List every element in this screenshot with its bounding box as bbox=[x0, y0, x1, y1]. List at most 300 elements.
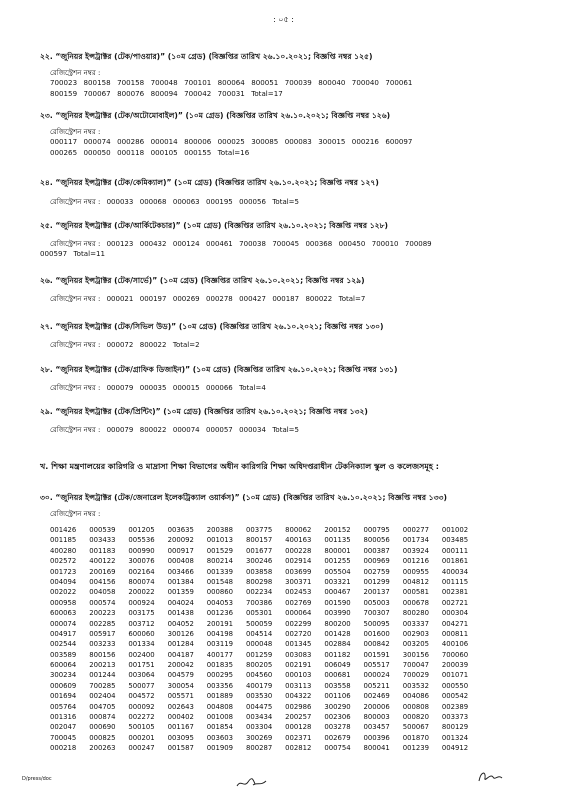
section-heading: ২২. “জুনিয়র ইন্সট্রাক্টর (টেক/পাওয়ার)” (১০ম গ্রেড) (বিজ্ঞপ্তির তারিখ ২৬.১০.২০২১; বিজ্ঞপ্তি নম্বর ১২৫) bbox=[40, 52, 373, 61]
reg-number-cell: 002164 bbox=[128, 567, 155, 576]
reg-number-cell: 800129 bbox=[441, 723, 469, 732]
reg-number-cell: 002884 bbox=[324, 640, 351, 649]
reg-number-cell: 004156 bbox=[89, 577, 116, 586]
reg-number-cell: 000811 bbox=[441, 629, 469, 638]
reg-number-cell: 004917 bbox=[50, 629, 77, 638]
reg-number-cell: 300076 bbox=[128, 557, 155, 566]
reg-number-cell: 002720 bbox=[285, 629, 312, 638]
reg-number-cell: 000402 bbox=[167, 713, 194, 722]
reg-number-cell: 004198 bbox=[206, 629, 234, 638]
reg-number-cell: 600060 bbox=[128, 629, 155, 638]
reg-number-cell: 000277 bbox=[402, 526, 429, 534]
reg-number-cell: 003433 bbox=[89, 536, 116, 545]
reg-number-cell: 500077 bbox=[128, 681, 155, 690]
reg-number-cell: 000955 bbox=[402, 567, 429, 576]
reg-number-cell: 001284 bbox=[167, 640, 194, 649]
reg-number-cell: 001216 bbox=[402, 557, 429, 566]
grid-row bbox=[50, 546, 520, 556]
section-heading: ২৬. “জুনিয়র ইন্সট্রাক্টর (টেক/সার্ভে)” (১০ম গ্রেড) (বিজ্ঞপ্তির তারিখ ২৬.১০.২০২১; বিজ্ঞপ্তি নম্বর ১২৯) bbox=[40, 276, 365, 285]
reg-number-cell: 001590 bbox=[324, 598, 351, 607]
reg-number-cell: 001071 bbox=[441, 671, 469, 680]
reg-number-cell: 800156 bbox=[89, 650, 116, 659]
reg-number-cell: 003589 bbox=[50, 650, 77, 659]
reg-number-cell: 300290 bbox=[324, 702, 351, 711]
reg-label: রেজিস্ট্রেশন নম্বর : bbox=[50, 426, 101, 434]
grid-row bbox=[50, 691, 520, 701]
grid-row bbox=[50, 567, 520, 577]
reg-number-cell: 004475 bbox=[245, 702, 273, 711]
grid-row bbox=[50, 535, 520, 545]
reg-number-cell: 001299 bbox=[363, 577, 390, 586]
reg-number-cell: 000609 bbox=[50, 681, 77, 690]
section-heading: ২৮. “জুনিয়র ইন্সট্রাক্টর (টেক/গ্রাফিক ডিজাইন)” (১০ম গ্রেড) (বিজ্ঞপ্তির তারিখ ২৬.১০.২০২১; বিজ্ঞপ্তি নম্বর ১৩১) bbox=[40, 365, 398, 374]
reg-number-cell: 000074 bbox=[50, 619, 77, 628]
reg-number-cell: 200039 bbox=[441, 661, 469, 670]
reg-number-cell: 003119 bbox=[206, 640, 234, 649]
reg-number-cell: 000874 bbox=[89, 713, 116, 722]
reg-number-cell: 300371 bbox=[285, 577, 312, 586]
reg-number-cell: 400177 bbox=[206, 650, 234, 659]
reg-number-cell: 001324 bbox=[441, 733, 469, 742]
reg-number-cell: 001587 bbox=[167, 744, 194, 753]
reg-number-cell: 001002 bbox=[441, 526, 469, 534]
reg-number-cell: 300126 bbox=[167, 629, 194, 638]
reg-number-cell: 000111 bbox=[441, 546, 469, 555]
section-heading: ২৯. “জুনিয়র ইন্সট্রাক্টর (টেক/প্রিন্টিং)” (১০ম গ্রেড) (বিজ্ঞপ্তির তারিখ ২৬.১০.২০২১; বিজ্ঞপ্তি নম্বর ১৩২) bbox=[40, 407, 368, 416]
reg-number-cell: 000387 bbox=[363, 546, 390, 555]
reg-number-cell: 200263 bbox=[89, 744, 116, 753]
reg-number-cell: 001384 bbox=[167, 577, 194, 586]
reg-number-cell: 000247 bbox=[128, 744, 155, 753]
reg-number-cell: 001600 bbox=[363, 629, 390, 638]
reg-number-cell: 004058 bbox=[89, 588, 116, 597]
reg-number-cell: 200169 bbox=[89, 567, 116, 576]
grid-row bbox=[50, 598, 520, 608]
reg-number-cell: 004579 bbox=[167, 671, 194, 680]
reg-number-cell: 000969 bbox=[363, 557, 390, 566]
reg-number-cell: 800205 bbox=[245, 661, 273, 670]
grid-row bbox=[50, 629, 520, 639]
reg-number-cell: 002306 bbox=[324, 713, 351, 722]
section-heading: ২৭. “জুনিয়র ইন্সট্রাক্টর (টেক/সিভিল উড)” (১০ম গ্রেড) (বিজ্ঞপ্তির তারিখ ২৬.১০.২০২১; বিজ্ঞপ্তি নম্বর ১৩০) bbox=[40, 322, 384, 331]
grid-row bbox=[50, 525, 520, 535]
reg-number-cell: 700307 bbox=[363, 609, 390, 618]
reg-number-cell: 003775 bbox=[245, 526, 273, 534]
reg-number-cell: 001115 bbox=[441, 577, 469, 586]
grid-row bbox=[50, 722, 520, 732]
reg-number-cell: 002544 bbox=[50, 640, 77, 649]
reg-number-cell: 800003 bbox=[363, 713, 390, 722]
reg-number-cell: 200022 bbox=[128, 588, 155, 597]
reg-number-cell: 000304 bbox=[441, 609, 469, 618]
reg-number-cell: 004094 bbox=[50, 577, 77, 586]
reg-number-cell: 300054 bbox=[167, 681, 194, 690]
reg-number-cell: 000681 bbox=[324, 671, 351, 680]
footer-doc-ref: D/press/doc bbox=[22, 776, 52, 782]
reg-number-cell: 003532 bbox=[402, 681, 429, 690]
reg-number-grid bbox=[50, 525, 520, 754]
reg-number-cell: 800056 bbox=[363, 536, 390, 545]
reg-number-cell: 003558 bbox=[324, 681, 351, 690]
reg-number-cell: 001861 bbox=[441, 557, 469, 566]
reg-number-cell: 700029 bbox=[402, 671, 429, 680]
reg-number-cell: 005301 bbox=[245, 609, 273, 618]
reg-number-cell: 003278 bbox=[324, 723, 351, 732]
reg-number-cell: 000754 bbox=[324, 744, 351, 753]
reg-number-cell: 001723 bbox=[50, 567, 77, 576]
reg-number-cell: 400163 bbox=[285, 536, 312, 545]
reg-label: রেজিস্ট্রেশন নম্বর : bbox=[50, 128, 101, 136]
reg-number-cell: 200092 bbox=[167, 536, 194, 545]
reg-number-cell: 004705 bbox=[89, 702, 116, 711]
signature-initial-left bbox=[235, 776, 269, 790]
reg-label: রেজিস্ট্রেশন নম্বর : bbox=[50, 69, 101, 77]
reg-number-cell: 000218 bbox=[50, 744, 77, 753]
reg-label: রেজিস্ট্রেশন নম্বর : bbox=[50, 240, 101, 248]
reg-number-cell: 004572 bbox=[128, 692, 155, 701]
reg-number-cell: 500059 bbox=[245, 619, 273, 628]
section-27 bbox=[40, 322, 545, 350]
reg-number-cell: 000539 bbox=[89, 526, 116, 534]
reg-number-cell: 005571 bbox=[167, 692, 194, 701]
reg-number-cell: 001359 bbox=[167, 588, 194, 597]
reg-number-cell: 002022 bbox=[50, 588, 77, 597]
reg-number-cell: 002272 bbox=[128, 713, 155, 722]
grid-row bbox=[50, 702, 520, 712]
reg-numbers-line-2: 000597 Total=11 bbox=[40, 249, 106, 258]
reg-number-cell: 001677 bbox=[245, 546, 273, 555]
reg-number-cell: 200213 bbox=[89, 661, 116, 670]
section-28 bbox=[40, 365, 545, 393]
reg-number-cell: 002299 bbox=[285, 619, 312, 628]
reg-number-cell: 004912 bbox=[441, 744, 469, 753]
section-25 bbox=[40, 221, 545, 260]
reg-number-cell: 002381 bbox=[441, 588, 469, 597]
reg-number-cell: 005764 bbox=[50, 702, 77, 711]
reg-numbers-line-2: 000265 000050 000118 000105 000155 Total=16 bbox=[50, 147, 250, 157]
reg-number-cell: 001135 bbox=[324, 536, 351, 545]
reg-number-cell: 003485 bbox=[441, 536, 469, 545]
reg-number-cell: 005003 bbox=[363, 598, 390, 607]
reg-number-cell: 400106 bbox=[441, 640, 469, 649]
reg-numbers: 000079 000035 000015 000066 Total=4 bbox=[106, 384, 266, 392]
reg-number-cell: 001183 bbox=[89, 546, 116, 555]
section-30 bbox=[40, 493, 545, 519]
reg-number-cell: 003113 bbox=[285, 681, 312, 690]
reg-number-cell: 600064 bbox=[50, 661, 77, 670]
grid-row bbox=[50, 712, 520, 722]
reg-number-cell: 800280 bbox=[402, 609, 429, 618]
reg-number-cell: 300156 bbox=[402, 650, 429, 659]
reg-number-cell: 003699 bbox=[285, 567, 312, 576]
reg-number-cell: 700060 bbox=[441, 650, 469, 659]
reg-row bbox=[50, 294, 545, 304]
reg-number-cell: 000917 bbox=[167, 546, 194, 555]
reg-number-cell: 001694 bbox=[50, 692, 77, 701]
reg-numbers-line-1: 700023 800158 700158 700048 700101 800064 800051 700039 800040 700040 700061 bbox=[50, 78, 413, 87]
reg-numbers: 000072 800022 Total=2 bbox=[106, 341, 200, 349]
reg-number-cell: 004187 bbox=[167, 650, 194, 659]
reg-number-cell: 800298 bbox=[245, 577, 273, 586]
signature-initial-right bbox=[476, 769, 506, 785]
reg-number-cell: 003304 bbox=[245, 723, 273, 732]
reg-number-cell: 002400 bbox=[128, 650, 155, 659]
reg-number-cell: 005917 bbox=[89, 629, 116, 638]
reg-number-cell: 002679 bbox=[324, 733, 351, 742]
reg-number-cell: 300269 bbox=[245, 733, 273, 742]
reg-number-cell: 400034 bbox=[441, 567, 469, 576]
reg-number-cell: 800041 bbox=[363, 744, 390, 753]
reg-number-cell: 000201 bbox=[128, 733, 155, 742]
reg-numbers: 000123 000432 000124 000461 700038 700045 000368 000450 700010 700089 bbox=[106, 240, 432, 248]
reg-number-cell: 002234 bbox=[245, 588, 273, 597]
grid-row bbox=[50, 670, 520, 680]
reg-number-cell: 001854 bbox=[206, 723, 234, 732]
reg-number-cell: 004560 bbox=[245, 671, 273, 680]
reg-number-cell: 001205 bbox=[128, 526, 155, 534]
reg-number-cell: 700386 bbox=[245, 598, 273, 607]
reg-number-cell: 002721 bbox=[441, 598, 469, 607]
reg-row bbox=[50, 197, 545, 207]
reg-number-cell: 003205 bbox=[402, 640, 429, 649]
reg-number-cell: 001334 bbox=[128, 640, 155, 649]
reg-number-cell: 001339 bbox=[206, 567, 234, 576]
reg-number-cell: 005536 bbox=[128, 536, 155, 545]
reg-number-cell: 003603 bbox=[206, 733, 234, 742]
reg-number-cell: 800074 bbox=[128, 577, 155, 586]
reg-number-cell: 003321 bbox=[324, 577, 351, 586]
section-24 bbox=[40, 178, 545, 207]
reg-number-cell: 700045 bbox=[50, 733, 77, 742]
reg-number-cell: 004322 bbox=[285, 692, 312, 701]
reg-label: রেজিস্ট্রেশন নম্বর : bbox=[50, 295, 101, 303]
reg-label: রেজিস্ট্রেশন নম্বর : bbox=[50, 341, 101, 349]
reg-number-cell: 004808 bbox=[206, 702, 234, 711]
reg-number-cell: 003924 bbox=[402, 546, 429, 555]
reg-number-cell: 800062 bbox=[285, 526, 312, 534]
grid-row bbox=[50, 587, 520, 597]
reg-number-cell: 005504 bbox=[324, 567, 351, 576]
reg-number-cell: 000924 bbox=[128, 598, 155, 607]
reg-number-cell: 003530 bbox=[245, 692, 273, 701]
reg-number-cell: 000228 bbox=[285, 546, 312, 555]
reg-number-cell: 006049 bbox=[324, 661, 351, 670]
reg-number-cell: 002285 bbox=[89, 619, 116, 628]
reg-numbers: 000021 000197 000269 000278 000427 000187 800022 Total=7 bbox=[106, 295, 366, 303]
grid-row bbox=[50, 556, 520, 566]
reg-number-cell: 001259 bbox=[245, 650, 273, 659]
reg-number-cell: 001236 bbox=[206, 609, 234, 618]
grid-row bbox=[50, 639, 520, 649]
reg-number-cell: 000990 bbox=[128, 546, 155, 555]
reg-number-cell: 003434 bbox=[245, 713, 273, 722]
reg-number-cell: 001106 bbox=[324, 692, 351, 701]
reg-number-cell: 000808 bbox=[402, 702, 429, 711]
reg-number-cell: 000795 bbox=[363, 526, 390, 534]
reg-row bbox=[50, 239, 545, 249]
reg-numbers: 000033 000068 000063 000195 000056 Total=5 bbox=[106, 198, 299, 206]
reg-number-cell: 002047 bbox=[50, 723, 77, 732]
reg-number-cell: 001426 bbox=[50, 526, 77, 534]
reg-number-cell: 002191 bbox=[285, 661, 312, 670]
reg-number-cell: 002986 bbox=[285, 702, 312, 711]
reg-number-cell: 001734 bbox=[402, 536, 429, 545]
reg-number-cell: 003095 bbox=[167, 733, 194, 742]
reg-number-cell: 005517 bbox=[363, 661, 390, 670]
reg-number-cell: 400179 bbox=[245, 681, 273, 690]
page-number: : ০৫ : bbox=[273, 15, 294, 24]
reg-number-cell: 800287 bbox=[245, 744, 273, 753]
reg-row bbox=[50, 425, 545, 435]
reg-number-cell: 003337 bbox=[402, 619, 429, 628]
reg-label: রেজিস্ট্রেশন নম্বর : bbox=[50, 384, 101, 392]
reg-number-cell: 001182 bbox=[324, 650, 351, 659]
reg-number-cell: 200042 bbox=[167, 661, 194, 670]
reg-number-cell: 003064 bbox=[128, 671, 155, 680]
kha-heading: খ. শিক্ষা মন্ত্রণালয়ের কারিগরি ও মাদ্রাসা শিক্ষা বিভাগের অধীন কারিগরি শিক্ষা অধিদপ্তরাধীন টেকনিক্যাল স্কুল ও কলেজসমূহ : bbox=[40, 462, 439, 471]
reg-number-cell: 200152 bbox=[324, 526, 351, 534]
reg-number-cell: 003466 bbox=[167, 567, 194, 576]
reg-number-cell: 001428 bbox=[324, 629, 351, 638]
reg-number-cell: 800001 bbox=[324, 546, 351, 555]
reg-numbers: 000079 800022 000074 000057 000034 Total=5 bbox=[106, 426, 299, 434]
section-23 bbox=[40, 111, 545, 158]
reg-number-cell: 001548 bbox=[206, 577, 234, 586]
reg-number-cell: 001909 bbox=[206, 744, 234, 753]
reg-number-cell: 005211 bbox=[363, 681, 390, 690]
reg-number-cell: 000820 bbox=[402, 713, 429, 722]
grid-row bbox=[50, 733, 520, 743]
reg-number-cell: 400280 bbox=[50, 546, 77, 555]
reg-numbers-line-2: 800159 700067 800076 800094 700042 700031 Total=17 bbox=[50, 88, 283, 98]
reg-number-cell: 001751 bbox=[128, 661, 155, 670]
reg-number-cell: 200257 bbox=[285, 713, 312, 722]
reg-label: রেজিস্ট্রেশন নম্বর : bbox=[50, 198, 101, 206]
grid-row bbox=[50, 743, 520, 753]
reg-number-cell: 002404 bbox=[89, 692, 116, 701]
reg-number-cell: 000550 bbox=[441, 681, 469, 690]
reg-number-cell: 003083 bbox=[285, 650, 312, 659]
reg-number-cell: 000295 bbox=[206, 671, 234, 680]
grid-row bbox=[50, 577, 520, 587]
reg-number-cell: 000860 bbox=[206, 588, 234, 597]
reg-number-cell: 003990 bbox=[324, 609, 351, 618]
section-26 bbox=[40, 276, 545, 304]
reg-number-cell: 002914 bbox=[285, 557, 312, 566]
reg-number-cell: 000581 bbox=[402, 588, 429, 597]
reg-number-cell: 700285 bbox=[89, 681, 116, 690]
reg-number-cell: 200137 bbox=[363, 588, 390, 597]
reg-number-cell: 300234 bbox=[50, 671, 77, 680]
reg-number-cell: 000048 bbox=[245, 640, 273, 649]
reg-number-cell: 000024 bbox=[363, 671, 390, 680]
reg-number-cell: 001529 bbox=[206, 546, 234, 555]
section-22 bbox=[40, 52, 545, 99]
grid-row bbox=[50, 650, 520, 660]
reg-number-cell: 001889 bbox=[206, 692, 234, 701]
reg-number-cell: 600063 bbox=[50, 609, 77, 618]
reg-number-cell: 000064 bbox=[285, 609, 312, 618]
section-heading: ২৫. “জুনিয়র ইন্সট্রাক্টর (টেক/আর্কিটেকচার)” (১০ম গ্রেড) (বিজ্ঞপ্তির তারিখ ২৬.১০.২০২১; বিজ্ঞপ্তি নম্বর ১২৮) bbox=[40, 221, 388, 230]
reg-number-cell: 001835 bbox=[206, 661, 234, 670]
reg-number-cell: 004514 bbox=[245, 629, 273, 638]
reg-number-cell: 002389 bbox=[441, 702, 469, 711]
reg-number-cell: 003175 bbox=[128, 609, 155, 618]
reg-number-cell: 500095 bbox=[363, 619, 390, 628]
reg-number-cell: 000678 bbox=[402, 598, 429, 607]
reg-number-cell: 003373 bbox=[441, 713, 469, 722]
grid-row bbox=[50, 660, 520, 670]
grid-row bbox=[50, 619, 520, 629]
reg-number-cell: 001438 bbox=[167, 609, 194, 618]
reg-number-cell: 002453 bbox=[285, 588, 312, 597]
reg-number-cell: 700047 bbox=[402, 661, 429, 670]
reg-number-cell: 000103 bbox=[285, 671, 312, 680]
reg-number-cell: 000128 bbox=[285, 723, 312, 732]
reg-number-cell: 002903 bbox=[402, 629, 429, 638]
reg-number-cell: 800157 bbox=[245, 536, 273, 545]
reg-number-cell: 001013 bbox=[206, 536, 234, 545]
reg-number-cell: 001185 bbox=[50, 536, 77, 545]
section-29 bbox=[40, 407, 545, 435]
section-heading: ২৪. “জুনিয়র ইন্সট্রাক্টর (টেক/কেমিক্যাল)” (১০ম গ্রেড) (বিজ্ঞপ্তির তারিখ ২৬.১০.২০২১; বিজ্ঞপ্তি নম্বর ১২৭) bbox=[40, 178, 379, 187]
reg-row bbox=[50, 383, 545, 393]
section-heading: ২৩. “জুনিয়র ইন্সট্রাক্টর (টেক/অটোমোবাইল)” (১০ম গ্রেড) (বিজ্ঞপ্তির তারিখ ২৬.১০.২০২১; বিজ্ঞপ্তি নম্বর ১২৬) bbox=[40, 111, 391, 120]
grid-row bbox=[50, 608, 520, 618]
reg-number-cell: 000542 bbox=[441, 692, 469, 701]
reg-number-cell: 002469 bbox=[363, 692, 390, 701]
reg-number-cell: 004052 bbox=[167, 619, 194, 628]
reg-row bbox=[50, 340, 545, 350]
reg-number-cell: 300246 bbox=[245, 557, 273, 566]
reg-number-cell: 001870 bbox=[402, 733, 429, 742]
reg-number-cell: 001239 bbox=[402, 744, 429, 753]
reg-number-cell: 000842 bbox=[363, 640, 390, 649]
reg-number-cell: 000396 bbox=[363, 733, 390, 742]
reg-number-cell: 002643 bbox=[167, 702, 194, 711]
reg-number-cell: 003457 bbox=[363, 723, 390, 732]
reg-number-cell: 000958 bbox=[50, 598, 77, 607]
reg-number-cell: 000467 bbox=[324, 588, 351, 597]
reg-number-cell: 003858 bbox=[245, 567, 273, 576]
section-heading: ৩০. “জুনিয়র ইন্সট্রাক্টর (টেক/জেনারেল ইলেকট্রিক্যাল ওয়ার্কস)” (১০ম গ্রেড) (বিজ্ঞপ্তির তারিখ ২৬.১০.২০২১; বিজ্ঞপ্তি নম্বর ১৩৩) bbox=[40, 493, 447, 502]
reg-number-cell: 800200 bbox=[324, 619, 351, 628]
reg-number-cell: 002812 bbox=[285, 744, 312, 753]
reg-number-cell: 001316 bbox=[50, 713, 77, 722]
reg-number-cell: 000092 bbox=[128, 702, 155, 711]
reg-number-cell: 000574 bbox=[89, 598, 116, 607]
reg-number-cell: 000825 bbox=[89, 733, 116, 742]
reg-number-cell: 200191 bbox=[206, 619, 234, 628]
reg-number-cell: 003712 bbox=[128, 619, 155, 628]
reg-number-cell: 001244 bbox=[89, 671, 116, 680]
reg-number-cell: 002759 bbox=[363, 567, 390, 576]
reg-number-cell: 200388 bbox=[206, 526, 234, 534]
reg-number-cell: 004024 bbox=[167, 598, 194, 607]
reg-number-cell: 000408 bbox=[167, 557, 194, 566]
reg-number-cell: 002371 bbox=[285, 733, 312, 742]
reg-number-cell: 002572 bbox=[50, 557, 77, 566]
reg-number-cell: 004086 bbox=[402, 692, 429, 701]
reg-number-cell: 004271 bbox=[441, 619, 469, 628]
reg-numbers-line-1: 000117 000074 000286 000014 800006 000025 300085 000083 300015 000216 600097 bbox=[50, 137, 413, 146]
reg-number-cell: 003356 bbox=[206, 681, 234, 690]
reg-number-cell: 001167 bbox=[167, 723, 194, 732]
reg-number-cell: 004053 bbox=[206, 598, 234, 607]
reg-number-cell: 200223 bbox=[89, 609, 116, 618]
reg-number-cell: 500105 bbox=[128, 723, 155, 732]
reg-number-cell: 800214 bbox=[206, 557, 234, 566]
